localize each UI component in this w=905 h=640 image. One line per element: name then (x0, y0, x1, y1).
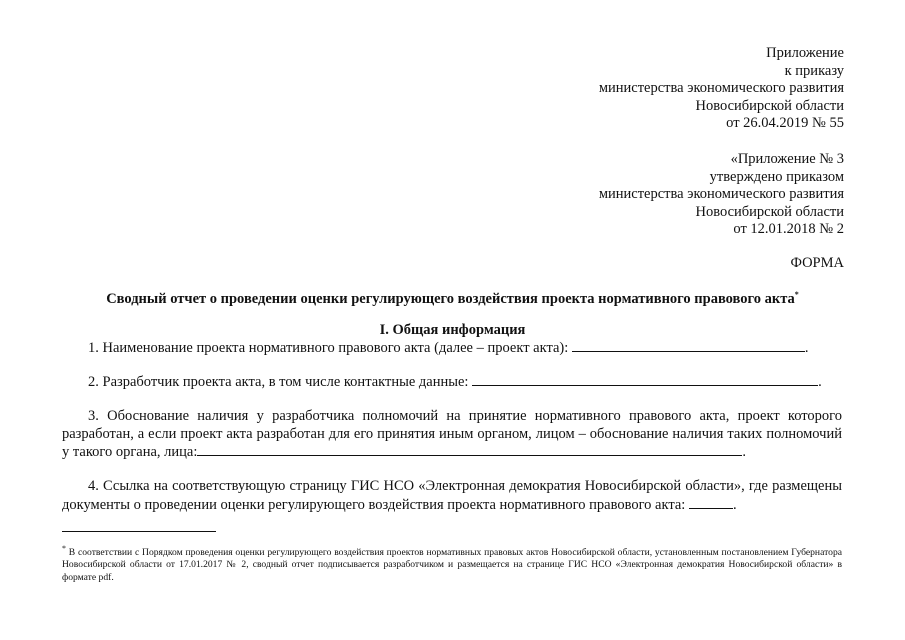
footnote-text: В соответствии с Порядком проведения оценки регулирующего воздействия проектов нормативных правовых актов Новосибирской области, установленным постановлением Губернатора Новосибирской области от 17.01.2017 № 2, сводный отчет подписывается разработчиком и размещается на странице ГИС НСО «Электронная демократия Новосибирской области» в формате pdf. (62, 547, 842, 583)
appendix-prior-line: утверждено приказом (709, 168, 844, 185)
appendix-prior-line: министерства экономического развития (598, 186, 844, 202)
item-4-fill-field[interactable] (689, 496, 733, 509)
item-1-text: 1. Наименование проекта нормативного правового акта (далее – проект акта): (88, 340, 572, 356)
appendix-prior-line: «Приложение № 3 (730, 151, 844, 167)
item-4-end: . (732, 496, 737, 513)
appendix-header-line: к приказу (784, 62, 844, 79)
document-title-text: Сводный отчет о проведении оценки регулирующего воздействия проекта нормативного правового акта (106, 290, 795, 307)
appendix-header-line: Приложение (766, 45, 844, 61)
item-3-text: 3. Обоснование наличия у разработчика полномочий на принятие нормативного правового акта, проект которого разработан, а если проект акта разработан для его принятия иным органом, лицом – обоснование наличия таких полномочий у такого органа, лица: (62, 408, 842, 460)
item-3-fill-field[interactable] (197, 443, 742, 456)
item-1 (62, 339, 842, 358)
section-title: I. Общая информация (379, 322, 526, 338)
item-1-end: . (804, 340, 809, 356)
appendix-header (599, 45, 844, 133)
item-2 (62, 373, 842, 392)
document-title (0, 290, 905, 308)
item-4-text: 4. Ссылка на соответствующую страницу ГИС НСО «Электронная демократия Новосибирской области», где размещены документы о проведении оценки регулирующего воздействия проекта нормативного правового акта: (62, 478, 842, 513)
title-footnote-mark: * (794, 290, 799, 299)
appendix-header-line: министерства экономического развития (598, 80, 844, 96)
appendix-header-line: Новосибирской области (695, 97, 844, 114)
footnote (62, 543, 842, 584)
item-3-end: . (742, 444, 747, 460)
item-4 (62, 478, 842, 514)
item-2-text: 2. Разработчик проекта акта, в том числе контактные данные: (88, 374, 473, 390)
form-label: ФОРМА (790, 255, 844, 271)
item-3 (62, 408, 842, 462)
appendix-header-line: от 26.04.2019 № 55 (726, 115, 844, 131)
item-2-end: . (818, 374, 822, 390)
footnote-mark: * (62, 544, 66, 553)
item-2-fill-field[interactable] (472, 373, 818, 386)
appendix-prior-line: от 12.01.2018 № 2 (733, 221, 844, 237)
appendix-prior (599, 151, 844, 239)
appendix-prior-line: Новосибирской области (695, 203, 844, 220)
footnote-divider (62, 531, 216, 532)
item-1-fill-field[interactable] (572, 339, 805, 352)
